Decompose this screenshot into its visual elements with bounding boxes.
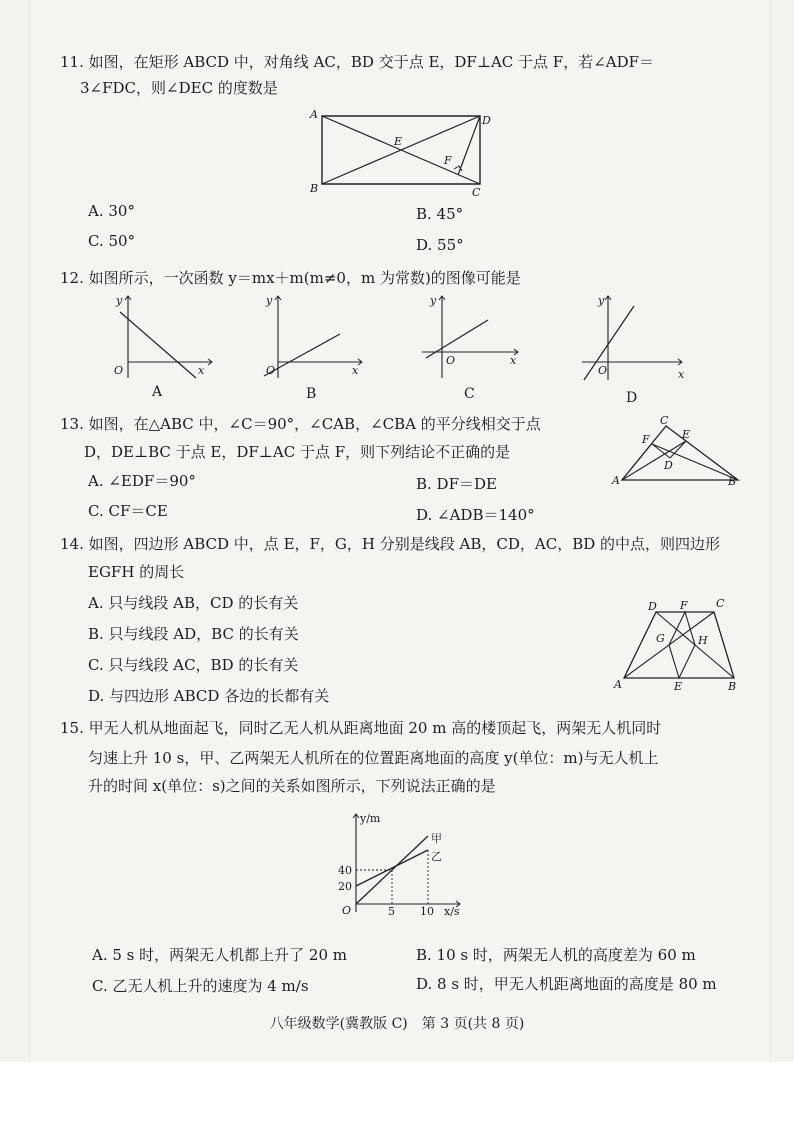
page-footer: 八年级数学(冀教版 C) 第 3 页(共 8 页): [269, 1016, 525, 1032]
q13-label-f: F: [642, 433, 650, 446]
q12a-x-label: x: [198, 364, 205, 377]
q12-caption-a: A: [152, 384, 163, 400]
q15-option-c[interactable]: C. 乙无人机上升的速度为 4 m/s: [92, 977, 309, 995]
q15-ytick-40: 40: [338, 864, 352, 877]
q12b-x-label: x: [352, 364, 359, 377]
q14-label-e: E: [674, 680, 683, 693]
q13-option-a[interactable]: A. ∠EDF＝90°: [88, 472, 196, 490]
q11-label-b: B: [310, 182, 319, 195]
q14-label-a: A: [614, 678, 622, 691]
q12-caption-c: C: [464, 386, 475, 402]
q11-label-c: C: [472, 186, 481, 199]
q11-rectangle-figure: [308, 108, 498, 200]
q11-label-e: E: [394, 135, 403, 148]
q14-option-a[interactable]: A. 只与线段 AB，CD 的长有关: [88, 594, 299, 612]
q11-option-d[interactable]: D. 55°: [416, 236, 464, 254]
q12d-y-label: y: [598, 294, 605, 307]
q14-quadrilateral-figure: [610, 596, 742, 694]
q13-label-c: C: [660, 414, 669, 427]
q14-option-d[interactable]: D. 与四边形 ABCD 各边的长都有关: [88, 687, 330, 705]
q15-x-axis-label: x/s: [444, 905, 460, 918]
q15-series-yi: 乙: [431, 850, 442, 863]
q15-xtick-10: 10: [420, 905, 434, 918]
page-margin: [0, 1062, 794, 1124]
q12-graph-d[interactable]: [578, 292, 688, 384]
q11-label-d: D: [482, 114, 491, 127]
q12c-y-label: y: [430, 294, 437, 307]
q13-option-c[interactable]: C. CF＝CE: [88, 502, 168, 520]
q15-graph: [336, 812, 466, 922]
q11-label-f: F: [444, 154, 452, 167]
q13-option-d[interactable]: D. ∠ADB＝140°: [416, 506, 535, 524]
q14-label-b: B: [728, 680, 737, 693]
q14-label-h: H: [698, 634, 708, 647]
q13-stem-line2: D，DE⊥BC 于点 E，DF⊥AC 于点 F，则下列结论不正确的是: [84, 443, 511, 461]
q12a-origin: O: [114, 364, 124, 377]
q15-option-d[interactable]: D. 8 s 时，甲无人机距离地面的高度是 80 m: [416, 975, 717, 993]
q14-label-c: C: [716, 597, 725, 610]
q12b-y-label: y: [266, 294, 273, 307]
q15-option-a[interactable]: A. 5 s 时，两架无人机都上升了 20 m: [92, 946, 347, 964]
q15-origin: O: [342, 904, 352, 917]
q12c-x-label: x: [510, 354, 517, 367]
q14-option-b[interactable]: B. 只与线段 AD，BC 的长有关: [88, 625, 299, 643]
q14-label-d: D: [648, 600, 657, 613]
q12c-origin: O: [446, 354, 456, 367]
q14-label-g: G: [656, 632, 665, 645]
q15-stem-line2: 匀速上升 10 s，甲、乙两架无人机所在的位置距离地面的高度 y(单位：m)与无人机上: [88, 749, 659, 767]
q11-stem-line1: 11. 如图，在矩形 ABCD 中，对角线 AC，BD 交于点 E，DF⊥AC 于点 F，若∠ADF＝: [60, 53, 655, 71]
q15-xtick-5: 5: [388, 905, 395, 918]
q15-option-b[interactable]: B. 10 s 时，两架无人机的高度差为 60 m: [416, 946, 696, 964]
q15-stem-line1: 15. 甲无人机从地面起飞，同时乙无人机从距离地面 20 m 高的楼顶起飞，两架无人机同时: [60, 719, 662, 737]
q15-series-jia: 甲: [431, 832, 442, 845]
q12d-x-label: x: [678, 368, 685, 381]
q12-caption-b: B: [306, 386, 317, 402]
q12a-y-label: y: [116, 294, 123, 307]
q14-option-c[interactable]: C. 只与线段 AC，BD 的长有关: [88, 656, 299, 674]
q12-graph-c[interactable]: [418, 292, 528, 382]
q15-y-axis-label: y/m: [360, 812, 381, 825]
q13-triangle-figure: [608, 412, 748, 492]
q12-caption-d: D: [626, 390, 638, 406]
q13-label-b: B: [728, 475, 737, 488]
q13-label-e: E: [682, 428, 691, 441]
q13-label-d: D: [664, 459, 673, 472]
q12b-origin: O: [266, 364, 276, 377]
q11-option-b[interactable]: B. 45°: [416, 205, 464, 223]
q15-ytick-20: 20: [338, 880, 352, 893]
q13-label-a: A: [612, 474, 620, 487]
q14-stem-line2: EGFH 的周长: [88, 563, 185, 581]
q11-option-a[interactable]: A. 30°: [88, 202, 135, 220]
q11-option-c[interactable]: C. 50°: [88, 232, 136, 250]
q12d-origin: O: [598, 364, 608, 377]
q13-option-b[interactable]: B. DF＝DE: [416, 475, 497, 493]
q12-graph-a[interactable]: [108, 292, 213, 382]
q15-stem-line3: 升的时间 x(单位：s)之间的关系如图所示，下列说法正确的是: [88, 777, 496, 795]
q12-stem: 12. 如图所示，一次函数 y＝mx＋m(m≠0，m 为常数)的图像可能是: [60, 269, 521, 287]
q14-stem-line1: 14. 如图，四边形 ABCD 中，点 E，F，G，H 分别是线段 AB，CD，AC，BD 的中点，则四边形: [60, 535, 721, 553]
q14-label-f: F: [680, 599, 688, 612]
q11-stem-line2: 3∠FDC，则∠DEC 的度数是: [80, 79, 278, 97]
q11-label-a: A: [310, 108, 318, 121]
q13-stem-line1: 13. 如图，在△ABC 中，∠C＝90°，∠CAB，∠CBA 的平分线相交于点: [60, 415, 541, 433]
q12-graph-b[interactable]: [258, 292, 368, 382]
